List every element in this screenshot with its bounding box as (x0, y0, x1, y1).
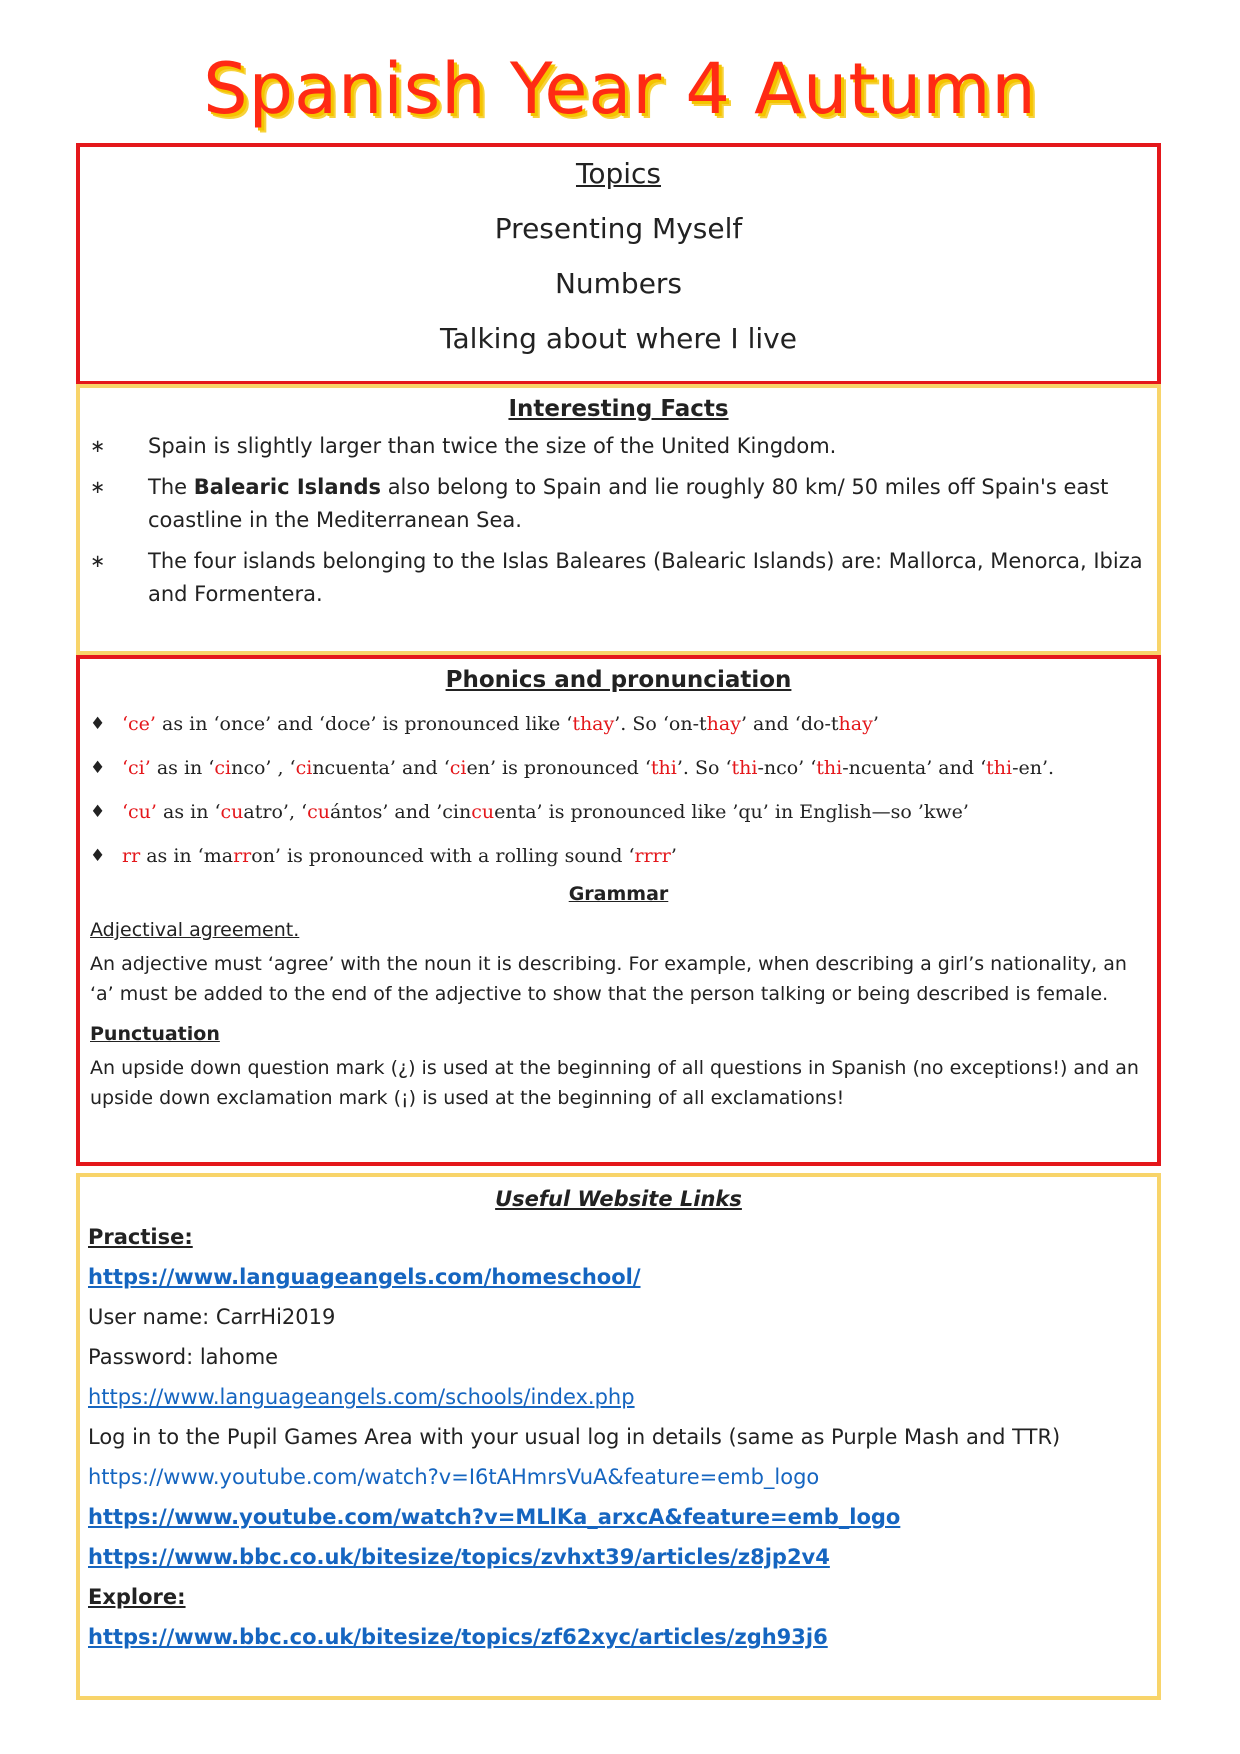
grammar-heading: Grammar (568, 883, 669, 905)
languageangels-schools-link[interactable]: https://www.languageangels.com/schools/index.php (88, 1385, 635, 1409)
phonics-heading: Phonics and pronunciation (445, 667, 792, 693)
topic-item: Presenting Myself (494, 212, 743, 245)
asterisk-bullet-icon: ∗ (90, 477, 106, 498)
fact-item (80, 471, 1157, 537)
facts-heading: Interesting Facts (508, 396, 729, 422)
links-section (76, 1173, 1161, 1700)
languageangels-homeschool-link[interactable]: https://www.languageangels.com/homeschool/ (88, 1265, 641, 1289)
diamond-bullet-icon: ♦ (90, 802, 106, 822)
youtube-link-1[interactable]: https://www.youtube.com/watch?v=I6tAHmrsVuA&feature=emb_logo (88, 1465, 820, 1489)
topic-item: Numbers (554, 267, 683, 300)
fact-item (80, 430, 1157, 463)
fact-text: Spain is slightly larger than twice the size of the United Kingdom. (148, 434, 837, 458)
youtube-link-2[interactable]: https://www.youtube.com/watch?v=MLlKa_arxcA&feature=emb_logo (88, 1505, 901, 1529)
fact-text: The (148, 475, 194, 499)
punctuation-text: An upside down question mark (¿) is used at the beginning of all questions in Spanish (no exceptions!) and an upside down exclamation mark (¡) is used at the beginning of all exclamations! (90, 1057, 1139, 1109)
password-text: Password: lahome (88, 1345, 279, 1369)
facts-section (76, 384, 1161, 655)
bbc-bitesize-link-2[interactable]: https://www.bbc.co.uk/bitesize/topics/zf62xyc/articles/zgh93j6 (88, 1625, 828, 1649)
topic-item: Talking about where I live (440, 322, 797, 355)
bbc-bitesize-link-1[interactable]: https://www.bbc.co.uk/bitesize/topics/zvhxt39/articles/z8jp2v4 (88, 1545, 830, 1569)
fact-item (80, 545, 1157, 611)
explore-label: Explore: (88, 1585, 186, 1609)
phonics-rule: ♦ ‘ce’ as in ‘once’ and ‘doce’ is pronounced like ‘thay’. So ‘on-thay’ and ‘do-thay’ (90, 713, 879, 735)
fact-text: also belong to Spain and lie roughly 80 km/ 50 miles off Spain's east coastline in the Mediterranean Sea. (148, 475, 1109, 532)
diamond-bullet-icon: ♦ (90, 714, 106, 734)
topics-section (76, 143, 1161, 385)
punctuation-heading: Punctuation (90, 1023, 220, 1045)
topics-heading: Topics (575, 157, 661, 190)
page-title: Spanish Year 4 Autumn (203, 48, 1037, 130)
phonics-rule: ♦ rr as in ‘marron’ is pronounced with a rolling sound ‘rrrr’ (90, 845, 677, 867)
asterisk-bullet-icon: ∗ (90, 436, 106, 457)
adjectival-agreement-text: An adjective must ‘agree’ with the noun it is describing. For example, when describing a girl’s nationality, an ‘a’ must be added to the end of the adjective to show that the person talking or being described is female. (90, 953, 1127, 1005)
asterisk-bullet-icon: ∗ (90, 551, 106, 572)
diamond-bullet-icon: ♦ (90, 846, 106, 866)
links-heading: Useful Website Links (495, 1187, 742, 1211)
fact-text: The four islands belonging to the Islas Baleares (Balearic Islands) are: Mallorca, Menorca, Ibiza and Formentera. (148, 549, 1143, 606)
phonics-rule: ♦ ‘cu’ as in ‘cuatro’, ‘cuántos’ and ’cincuenta’ is pronounced like ’qu’ in English—so ’kwe’ (90, 801, 969, 823)
login-note: Log in to the Pupil Games Area with your usual log in details (same as Purple Mash and TTR) (88, 1425, 1061, 1449)
practise-label: Practise: (88, 1225, 193, 1249)
diamond-bullet-icon: ♦ (90, 758, 106, 778)
username-text: User name: CarrHi2019 (88, 1305, 336, 1329)
phonics-rule: ♦ ‘ci’ as in ‘cinco’ , ‘cincuenta’ and ‘cien’ is pronounced ‘thi’. So ‘thi-nco’ ‘thi-ncuenta’ and ‘thi-en’. (90, 757, 1055, 779)
adjectival-agreement-heading: Adjectival agreement. (90, 919, 300, 941)
phonics-section (76, 655, 1161, 1166)
fact-bold-text: Balearic Islands (193, 475, 382, 499)
